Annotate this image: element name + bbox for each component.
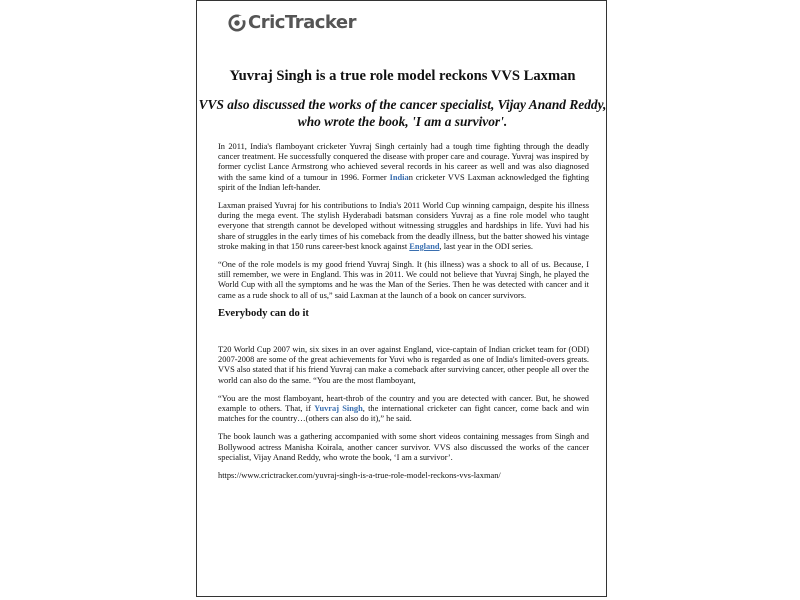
article-subtitle: VVS also discussed the works of the cancer specialist, Vijay Anand Reddy, who wrote the book, 'I am a survivor'. [198,97,607,129]
paragraph-5-text-a: “You are the most flamboyant, heart-throb of the country and you are detected with cancer. But, he showed example to others. That, if [218,393,589,414]
england-link[interactable]: England [409,241,440,251]
crictracker-logo-icon [228,14,246,32]
paragraph-1-text-a: In 2011, India's flamboyant cricketer Yuvraj Singh certainly had a tough time fighting through the deadly cancer treatment. He successfully conquered the disease with proper care and courage. Yuvraj was inspired by former cyclist Lance Armstrong who achieved several records in his career as well and was also diagnosed with the same kind of a tumour in 1996. Former [218,142,589,182]
paragraph-1 [218,142,589,193]
paragraph-6: The book launch was a gathering accompanied with some short videos containing messages from Singh and Bollywood actress Manisha Koirala, another cancer survivor. VVS also discussed the works of the cancer specialist, Vijay Anand Reddy, who wrote the book, ‘I am a survivor’. [218,432,589,462]
crictracker-logo [228,12,356,33]
yuvraj-singh-link[interactable]: Yuvraj Singh [314,404,363,414]
india-link[interactable]: India [389,172,409,182]
paragraph-1-text-b: n cricketer VVS Laxman acknowledged the fighting spirit of the Indian left-hander. [218,172,590,192]
article-body [218,142,589,489]
paragraph-2 [218,201,589,252]
paragraph-3: “One of the role models is my good friend Yuvraj Singh. It (his illness) was a shock to all of us. Because, I still remember, we were in England. This was in 2011. We could not believe that Yuvraj Singh, he played the World Cup with all the symptoms and he was the Man of the Series. Then he was detected with cancer and it came as a rude shock to all of us,” said Laxman at the launch of a book on cancer survivors. [218,260,589,300]
paragraph-4: T20 World Cup 2007 win, six sixes in an over against England, vice-captain of Indian cricket team for (ODI) 2007-2008 are some of the great achievements for Yuvi who is regarded as one of India's limited-overs greats. VVS also stated that if his friend Yuvraj can make a comeback after surviving cancer, other people all over the world can also do the same. “You are the most flamboyant, [218,345,589,385]
section-heading: Everybody can do it [218,307,309,319]
paragraph-5-text-b: , the international cricketer can fight cancer, come back and win matches for the country…(others can also do it),” he said. [218,404,589,424]
brand-name: CricTracker [248,12,356,33]
paragraph-5 [218,394,589,425]
document-page [196,0,607,597]
paragraph-2-text-a: Laxman praised Yuvraj for his contributions to India's 2011 World Cup winning campaign, despite his illness during the mega event. The stylish Hyderabadi batsman considers Yuvraj as a fine role model who taught everyone that strength cannot be developed without witnessing struggles and hardships in life. Yuvi had his share of struggles in the early times of his comeback from the deadly illness, but the batter showed his vintage stroke making in that 150 runs career-best knock against [218,201,589,251]
source-url: https://www.crictracker.com/yuvraj-singh-is-a-true-role-model-reckons-vvs-laxman/ [218,471,501,481]
paragraph-2-text-b: , last year in the ODI series. [439,241,534,251]
article-title: Yuvraj Singh is a true role model reckons VVS Laxman [229,68,576,84]
